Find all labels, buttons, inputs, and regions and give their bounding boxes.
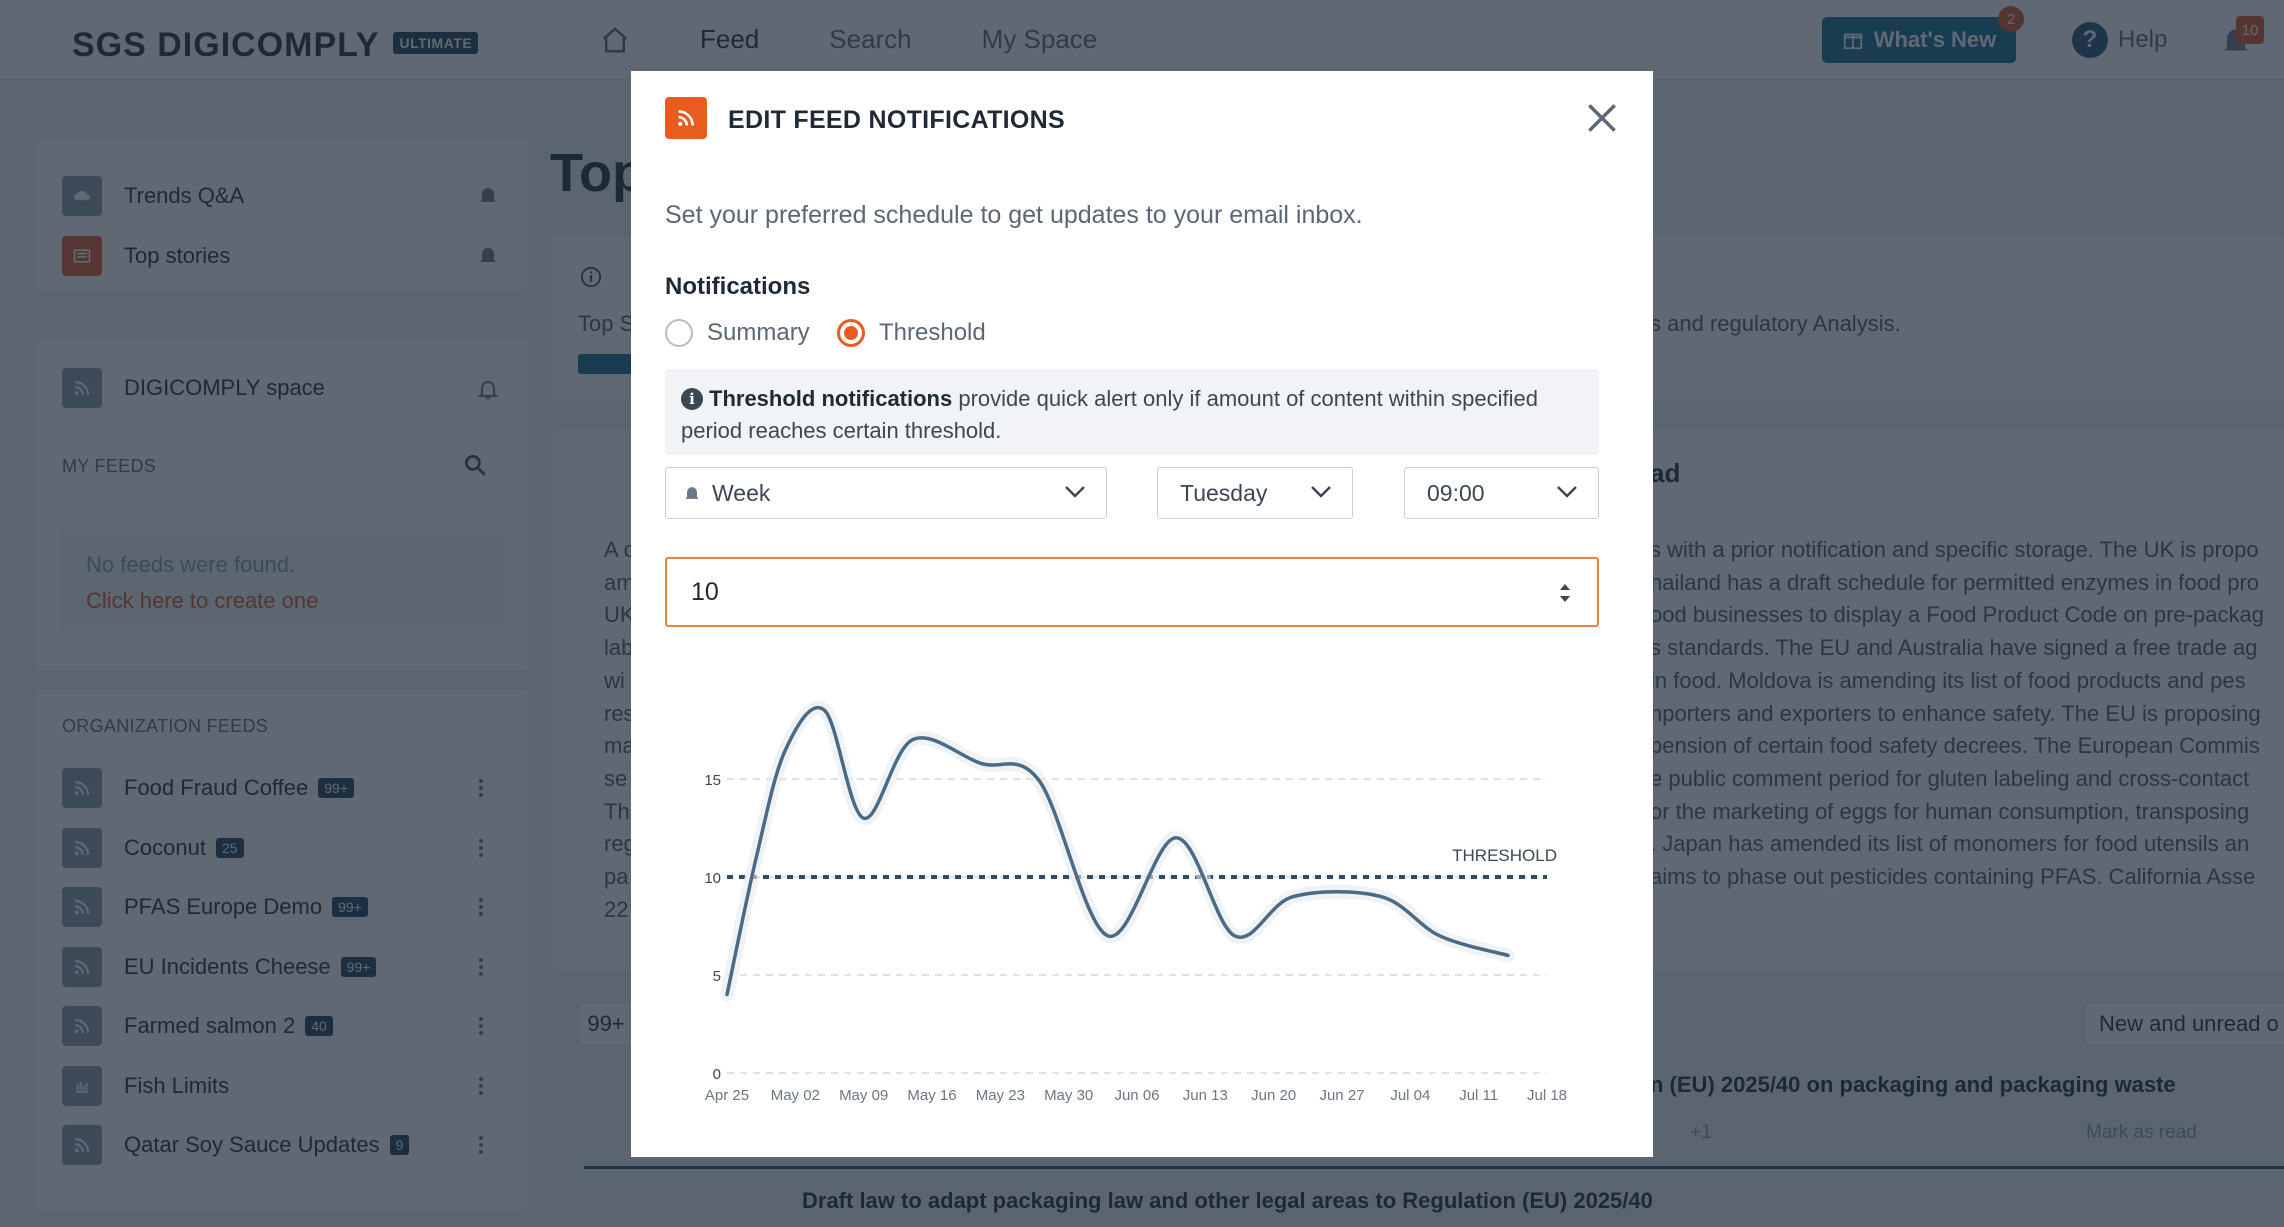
radio-summary-label: Summary: [707, 319, 810, 346]
radio-summary-circle[interactable]: [665, 319, 693, 347]
info-text: provide quick alert only if amount of content within specified period reaches certain threshold.: [681, 386, 1538, 443]
chevron-down-icon: [1556, 484, 1578, 500]
day-select[interactable]: [1157, 467, 1353, 519]
y-tick-label: 10: [704, 870, 721, 887]
chevron-down-icon: [1310, 484, 1332, 500]
series-line-shadow: [727, 708, 1508, 995]
period-select[interactable]: [665, 467, 1107, 519]
y-tick-label: 15: [704, 772, 721, 789]
x-tick-label: May 30: [1044, 1087, 1094, 1104]
x-tick-label: May 09: [839, 1087, 889, 1104]
x-tick-label: May 16: [907, 1087, 957, 1104]
notifications-label: Notifications: [665, 273, 811, 300]
time-select-value: 09:00: [1427, 479, 1485, 506]
bell-icon: [682, 483, 702, 503]
modal-subtitle: Set your preferred schedule to get updates to your email inbox.: [665, 201, 1363, 229]
chevron-down-icon: [1064, 484, 1086, 500]
x-tick-label: Jul 04: [1390, 1087, 1431, 1104]
threshold-chart: [681, 671, 1601, 1151]
x-tick-label: May 02: [770, 1087, 820, 1104]
info-bold-text: Threshold notifications: [709, 386, 953, 411]
day-select-value: Tuesday: [1180, 479, 1268, 506]
x-tick-label: Jun 20: [1251, 1087, 1297, 1104]
threshold-info-box: [665, 369, 1599, 455]
number-spinner-icon[interactable]: [1557, 579, 1573, 607]
y-tick-label: 5: [712, 968, 721, 985]
radio-threshold-label: Threshold: [879, 319, 986, 346]
x-tick-label: Apr 25: [704, 1087, 750, 1104]
x-tick-label: Jun 13: [1182, 1087, 1228, 1104]
x-tick-label: May 23: [975, 1087, 1025, 1104]
threshold-input-wrapper: [665, 557, 1599, 627]
time-select[interactable]: [1404, 467, 1599, 519]
radio-summary[interactable]: [665, 319, 810, 347]
period-select-value: Week: [712, 479, 771, 506]
radio-threshold[interactable]: [837, 319, 986, 347]
threshold-label: THRESHOLD: [1452, 846, 1557, 865]
threshold-input[interactable]: [691, 578, 1573, 607]
x-tick-label: Jul 18: [1526, 1087, 1568, 1104]
x-tick-label: Jul 11: [1459, 1087, 1499, 1104]
x-tick-label: Jun 27: [1319, 1087, 1365, 1104]
close-icon[interactable]: [1583, 99, 1621, 137]
rss-icon: [665, 97, 707, 139]
y-tick-label: 0: [712, 1066, 721, 1083]
x-tick-label: Jun 06: [1114, 1087, 1160, 1104]
radio-threshold-circle[interactable]: [837, 319, 865, 347]
edit-feed-notifications-modal: [631, 71, 1653, 1157]
info-icon: i: [681, 388, 703, 410]
modal-title: EDIT FEED NOTIFICATIONS: [728, 106, 1065, 134]
